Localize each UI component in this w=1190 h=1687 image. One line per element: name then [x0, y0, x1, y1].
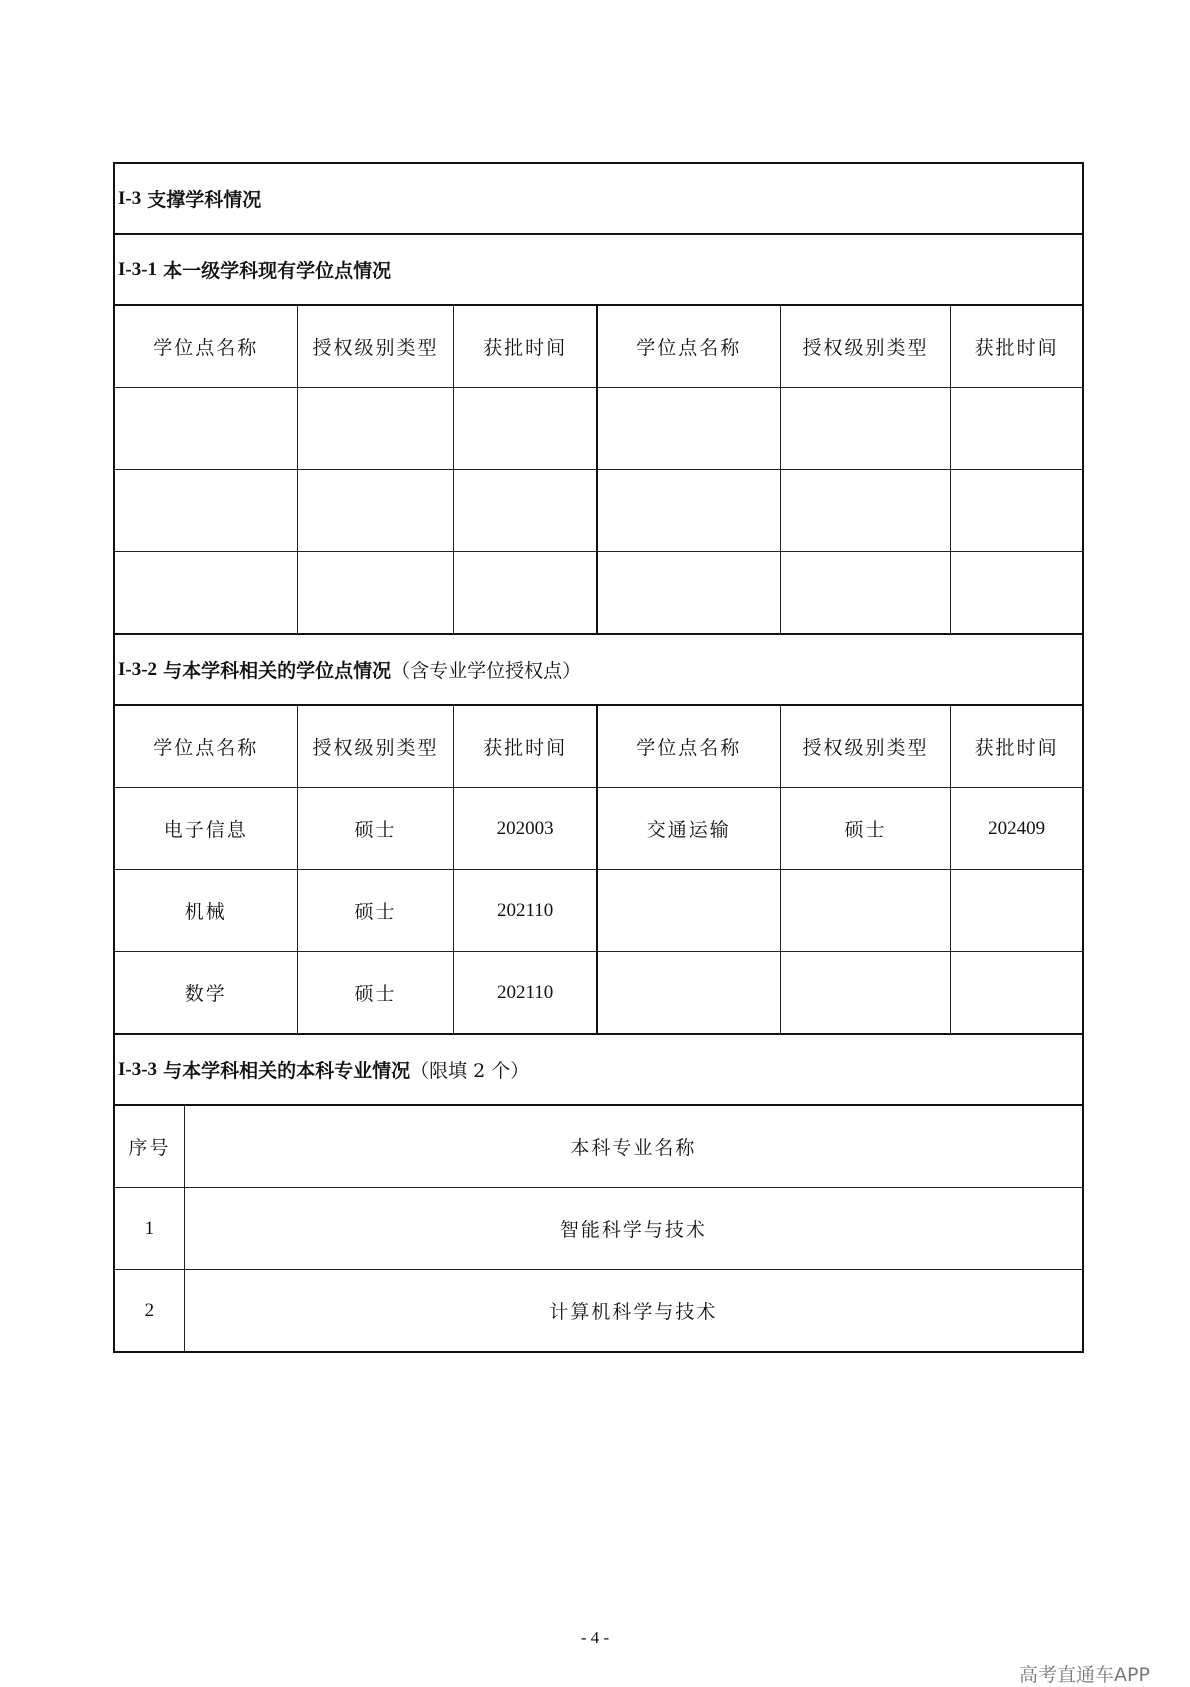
- table1-header-row: [115, 306, 1084, 388]
- table-cell: [298, 552, 455, 633]
- header-cell: 授权级别类型: [781, 706, 952, 787]
- table-cell: 202003: [454, 788, 598, 869]
- header-cell: 授权级别类型: [781, 306, 952, 387]
- table-cell: 硕士: [298, 788, 455, 869]
- table-cell: 硕士: [298, 870, 455, 951]
- table-cell: [598, 552, 781, 633]
- header-cell: 学位点名称: [115, 306, 298, 387]
- header-cell: 授权级别类型: [298, 706, 455, 787]
- table-cell-index: 1: [115, 1188, 185, 1269]
- table-cell: 电子信息: [115, 788, 298, 869]
- header-cell: 学位点名称: [598, 306, 781, 387]
- table-cell: [781, 388, 952, 469]
- section-title: 本一级学科现有学位点情况: [163, 260, 392, 282]
- table-cell: 硕士: [781, 788, 952, 869]
- table-cell: [298, 388, 455, 469]
- table-row: [115, 552, 1084, 635]
- table-row: [115, 1270, 1084, 1353]
- page-number: - 4 -: [580, 1628, 610, 1647]
- table-cell-major-name: 智能科学与技术: [185, 1188, 1084, 1269]
- header-cell: 获批时间: [951, 706, 1084, 787]
- section-title: 支撑学科情况: [147, 189, 262, 211]
- table-cell: 交通运输: [598, 788, 781, 869]
- section-title: 与本学科相关的学位点情况: [163, 660, 392, 682]
- table-cell: [951, 552, 1084, 633]
- header-cell: 学位点名称: [115, 706, 298, 787]
- watermark-text: 高考直通车APP: [1019, 1664, 1150, 1686]
- table3-header-row: [115, 1106, 1084, 1188]
- section-number: I-3-1: [118, 258, 158, 280]
- table-cell: 202409: [951, 788, 1084, 869]
- header-cell: 获批时间: [951, 306, 1084, 387]
- table-cell: [115, 470, 298, 551]
- section-number: I-3-2: [118, 658, 158, 680]
- table-cell: [454, 552, 598, 633]
- header-cell: 授权级别类型: [298, 306, 455, 387]
- table-cell: [298, 470, 455, 551]
- header-cell-major-name: 本科专业名称: [185, 1106, 1084, 1187]
- table-cell: [781, 952, 952, 1033]
- section-title: 与本学科相关的本科专业情况: [163, 1060, 411, 1082]
- table-cell: [951, 388, 1084, 469]
- table-cell: [598, 388, 781, 469]
- table-cell: [781, 470, 952, 551]
- table-row: [115, 470, 1084, 552]
- header-cell: 学位点名称: [598, 706, 781, 787]
- header-cell: 获批时间: [454, 706, 598, 787]
- section-number: I-3-3: [118, 1058, 158, 1080]
- support-discipline-form: [113, 162, 1084, 1353]
- table-cell: 机械: [115, 870, 298, 951]
- section-number: I-3: [118, 187, 142, 209]
- table-row: [115, 1188, 1084, 1270]
- table-cell: [454, 388, 598, 469]
- section-i3-header: [115, 164, 1084, 235]
- table-cell: [781, 552, 952, 633]
- table-cell: [951, 952, 1084, 1033]
- header-cell: 获批时间: [454, 306, 598, 387]
- table-cell: [115, 388, 298, 469]
- table-row: [115, 788, 1084, 870]
- section-i3-1-header: [115, 235, 1084, 306]
- table-cell: [454, 470, 598, 551]
- table-cell: 硕士: [298, 952, 455, 1033]
- table-cell: [781, 870, 952, 951]
- table-cell-index: 2: [115, 1270, 185, 1351]
- table-cell: 数学: [115, 952, 298, 1033]
- table-cell: [951, 470, 1084, 551]
- table-cell: [598, 952, 781, 1033]
- section-i3-3-header: [115, 1035, 1084, 1106]
- table-cell: [115, 552, 298, 633]
- table-cell: [598, 870, 781, 951]
- table-row: [115, 870, 1084, 952]
- section-i3-2-header: [115, 635, 1084, 706]
- table-cell: [951, 870, 1084, 951]
- table2-header-row: [115, 706, 1084, 788]
- table-cell: 202110: [454, 952, 598, 1033]
- section-note: （限填 2 个）: [410, 1060, 530, 1082]
- table-cell-major-name: 计算机科学与技术: [185, 1270, 1084, 1351]
- table-row: [115, 952, 1084, 1035]
- table-row: [115, 388, 1084, 470]
- section-note: （含专业学位授权点）: [391, 660, 582, 682]
- header-cell-index: 序号: [115, 1106, 185, 1187]
- table-cell: 202110: [454, 870, 598, 951]
- table-cell: [598, 470, 781, 551]
